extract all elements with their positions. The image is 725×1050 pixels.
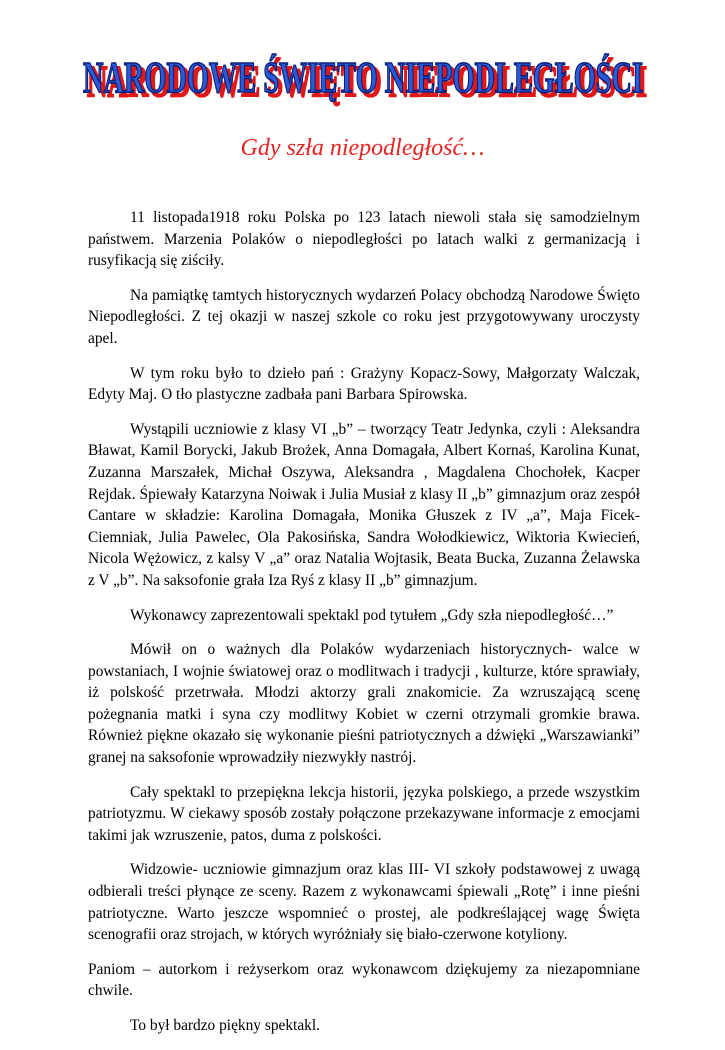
paragraph: Na pamiątkę tamtych historycznych wydarzeń Polacy obchodzą Narodowe Święto Niepodległości. Z tej okazji w naszej szkole co roku jest przygotowywany uroczysty apel. — [88, 286, 640, 347]
paragraph: Paniom – autorkom i reżyserkom oraz wykonawcom dziękujemy za niezapomniane chwile. — [88, 960, 640, 1000]
paragraph: Mówił on o ważnych dla Polaków wydarzeniach historycznych- walce w powstaniach, I wojnie światowej oraz o modlitwach i tradycji , kulturze, które sprawiały, iż polskość przetrwała. Młodzi aktorzy grali znakomicie. Za wzruszającą scenę pożegnania matki i syna czy modlitwy Kobiet w czerni otrzymali gromkie brawa. Również piękne okazało się wykonanie pieśni patriotycznych a dźwięki „Warszawianki” granej na saksofonie wprowadziły niezwykły nastrój. — [88, 641, 640, 767]
title-banner-graphic — [0, 46, 725, 110]
paragraph: W tym roku było to dzieło pań : Grażyny Kopacz-Sowy, Małgorzaty Walczak, Edyty Maj. O tło plastyczne zadbała pani Barbara Spirowska. — [88, 364, 640, 404]
article-body — [88, 207, 640, 1050]
paragraph: 11 listopada1918 roku Polska po 123 latach niewoli stała się samodzielnym państwem. Marzenia Polaków o niepodległości po latach walki z germanizacją i rusyfikacją się ziściły. — [88, 209, 640, 270]
paragraph: Wykonawcy zaprezentowali spektakl pod tytułem „Gdy szła niepodległość…” — [130, 606, 614, 624]
paragraph: Widzowie- uczniowie gimnazjum oraz klas III- VI szkoły podstawowej z uwagą odbierali treści płynące ze sceny. Razem z wykonawcami śpiewali „Rotę” i inne pieśni patriotyczne. Warto jeszcze wspomnieć o prostej, ale podkreślającej wagę Święta scenografii oraz strojach, w których wyróżniały się biało-czerwone kotyliony. — [88, 861, 640, 944]
paragraph: To był bardzo piękny spektakl. — [130, 1017, 320, 1034]
subtitle: Gdy szła niepodległość… — [240, 135, 485, 161]
paragraph: Wystąpili uczniowie z klasy VI „b” – tworzący Teatr Jedynka, czyli : Aleksandra Bławat, Kamil Borycki, Jakub Brożek, Anna Domagała, Albert Kornaś, Karolina Kunat, Zuzanna Marszałek, Michał Oszywa, Aleksandra , Magdalena Chochołek, Kacper Rejdak. Śpiewały Katarzyna Noiwak i Julia Musiał z klasy II „b” gimnazjum oraz zespół Cantare w składzie: Karolina Domagała, Monika Głuszek z IV „a”, Maja Ficek-Ciemniak, Julia Pawelec, Ola Pakosińska, Sandra Wołodkiewicz, Wiktoria Kwiecień, Nicola Wężowicz, z kalsy V „a” oraz Natalia Wojtasik, Beata Bucka, Zuzanna Żelawska z V „b”. Na saksofonie grała Iza Ryś z klasy II „b” gimnazjum. — [88, 420, 640, 589]
title-banner — [0, 46, 725, 110]
title-banner-shadow: NARODOWE ŚWIĘTO NIEPODLEGŁOŚCI — [87, 57, 647, 106]
paragraph: Cały spektakl to przepiękna lekcja historii, języka polskiego, a przede wszystkim patriotyzmu. W ciekawy sposób zostały połączone przekazywane informacje z emocjami takimi jak wzruszenie, patos, duma z polskości. — [88, 783, 640, 844]
title-banner-text: NARODOWE ŚWIĘTO NIEPODLEGŁOŚCI — [83, 53, 643, 102]
